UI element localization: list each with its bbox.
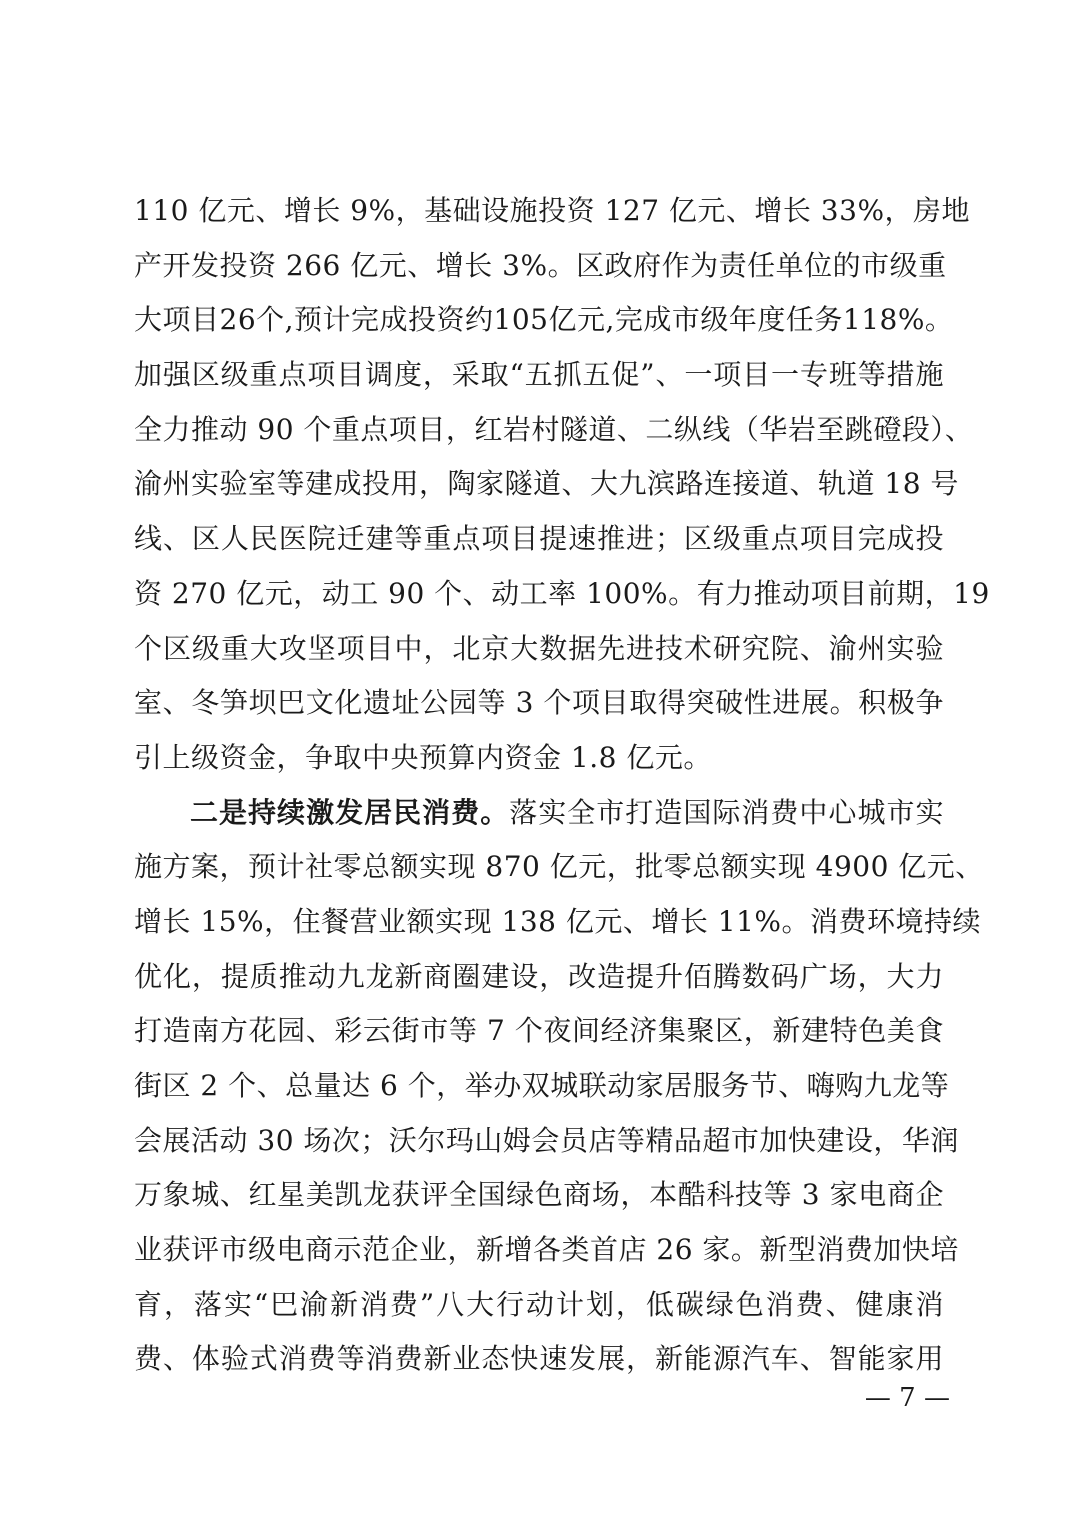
paragraph-lead-heading: 二是持续激发居民消费。	[190, 795, 510, 829]
text-line: 育，落实“巴渝新消费”八大行动计划，低碳绿色消费、健康消	[134, 1287, 944, 1321]
text-line: 加强区级重点项目调度，采取“五抓五促”、一项目一专班等措施	[134, 358, 944, 392]
text-line: 引上级资金，争取中央预算内资金 1.8 亿元。	[134, 740, 712, 774]
paragraph-investment	[134, 184, 990, 786]
text-line: 打造南方花园、彩云街市等 7 个夜间经济集聚区，新建特色美食	[134, 1014, 944, 1048]
text-line: 街区 2 个、总量达 6 个，举办双城联动家居服务节、嗨购九龙等	[134, 1069, 950, 1102]
text-line: 110 亿元、增长 9%，基础设施投资 127 亿元、增长 33%，房地	[134, 194, 971, 227]
body-text	[134, 184, 990, 1387]
page-number: — 7 —	[864, 1383, 950, 1413]
text-line: 资 270 亿元，动工 90 个、动工率 100%。有力推动项目前期，19	[134, 576, 990, 610]
text-line: 费、体验式消费等消费新业态快速发展，新能源汽车、智能家用	[134, 1342, 944, 1376]
text-line: 个区级重大攻坚项目中，北京大数据先进技术研究院、渝州实验	[134, 631, 944, 665]
text-line: 增长 15%，住餐营业额实现 138 亿元、增长 11%。消费环境持续	[134, 904, 982, 938]
text-line: 产开发投资 266 亿元、增长 3%。区政府作为责任单位的市级重	[134, 248, 947, 282]
paragraph-consumption	[134, 786, 984, 1388]
text-line: 室、冬笋坝巴文化遗址公园等 3 个项目取得突破性进展。积极争	[134, 686, 944, 720]
text-line: 全力推动 90 个重点项目，红岩村隧道、二纵线（华岩至跳磴段）、	[134, 412, 974, 446]
text-line: 业获评市级电商示范企业，新增各类首店 26 家。新型消费加快培	[134, 1233, 959, 1267]
text-line: 线、区人民医院迁建等重点项目提速推进；区级重点项目完成投	[134, 522, 944, 556]
text-line: 渝州实验室等建成投用，陶家隧道、大九滨路连接道、轨道 18 号	[134, 467, 959, 501]
text-line: 万象城、红星美凯龙获评全国绿色商场，本酷科技等 3 家电商企	[134, 1178, 944, 1212]
text-line: 大项目26个,预计完成投资约105亿元,完成市级年度任务118%。	[134, 303, 954, 337]
text-line: 施方案，预计社零总额实现 870 亿元，批零总额实现 4900 亿元、	[134, 850, 984, 884]
text-line: 优化，提质推动九龙新商圈建设，改造提升佰腾数码广场，大力	[134, 959, 944, 993]
text-line: 会展活动 30 场次；沃尔玛山姆会员店等精品超市加快建设，华润	[134, 1123, 959, 1157]
paragraph-lead-text: 落实全市打造国际消费中心城市实	[509, 795, 944, 829]
text-line	[134, 786, 944, 841]
